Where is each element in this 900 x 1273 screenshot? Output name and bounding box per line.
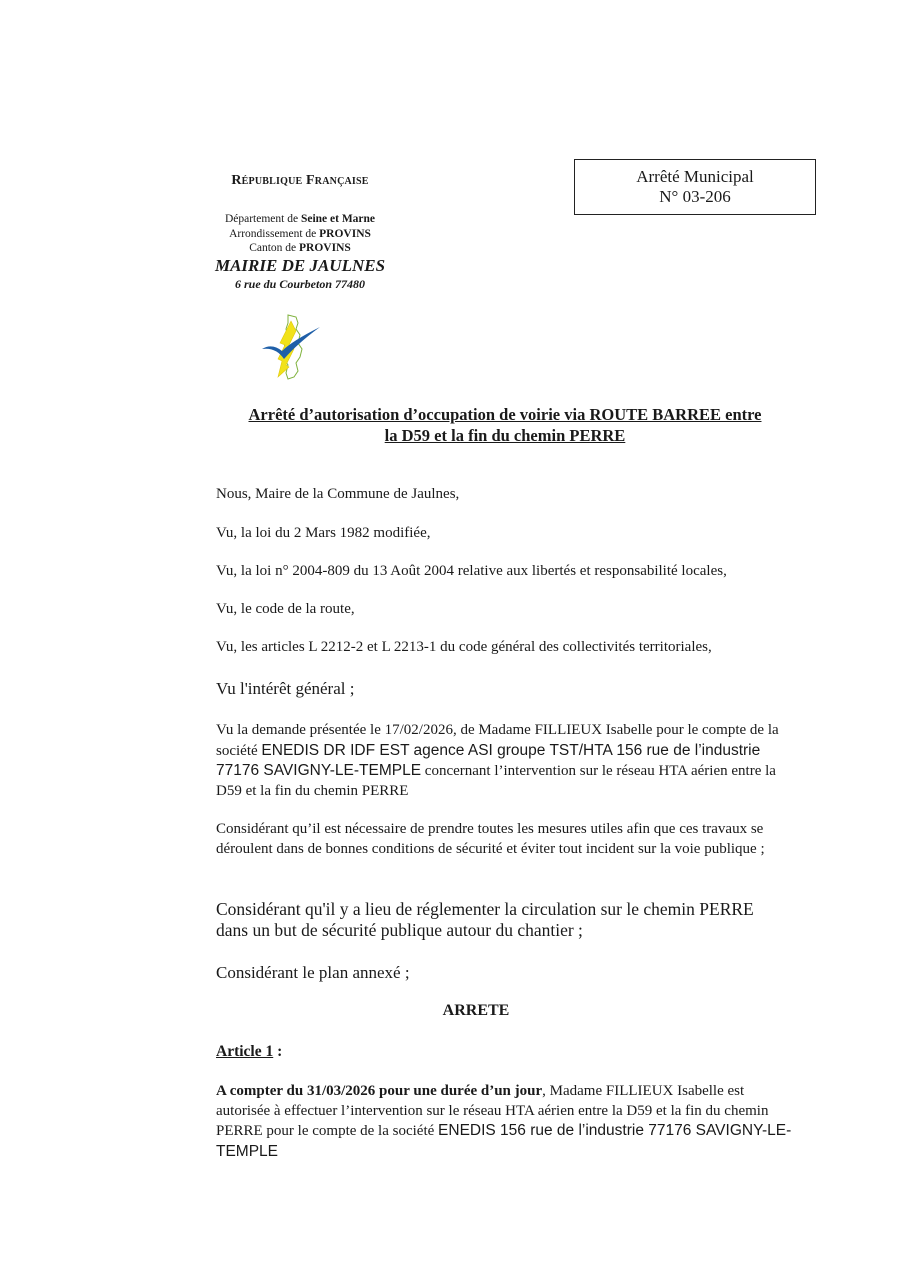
paragraph-vu-code-route: Vu, le code de la route, (216, 601, 355, 617)
title-line-1: Arrêté d’autorisation d’occupation de voirie via ROUTE BARREE entre (248, 405, 762, 424)
paragraph-demande: Vu la demande présentée le 17/02/2026, de Madame FILLIEUX Isabelle pour le compte de la société ENEDIS DR IDF EST agence ASI groupe TST/HTA 156 rue de l’industrie 77176 SAVIGNY-LE-TEMPLE concernant l’intervention sur le réseau HTA aérien entre la D59 et la fin du chemin PERRE (216, 722, 779, 799)
mairie-address: 6 rue du Courbeton 77480 (234, 277, 366, 291)
departement-line: Département de Seine et Marne (224, 213, 376, 225)
paragraph-nous: Nous, Maire de la Commune de Jaulnes, (216, 486, 460, 502)
arrondissement-line: Arrondissement de PROVINS (229, 227, 371, 240)
document-title (180, 404, 830, 446)
map-seine-et-marne-logo-icon (258, 313, 324, 381)
paragraph-considerant-mesures: Considérant qu’il est nécessaire de prendre toutes les mesures utiles afin que ces travaux se déroulent dans de bonnes conditions de sécurité et éviter tout incident sur la voie publique ; (216, 821, 765, 857)
department-block (185, 212, 415, 256)
paragraph-vu-interet: Vu l'intérêt général ; (216, 679, 355, 698)
arrete-number-box (574, 159, 816, 215)
canton-line: Canton de PROVINS (249, 242, 351, 254)
paragraph-vu-articles: Vu, les articles L 2212-2 et L 2213-1 du code général des collectivités territoriales, (216, 639, 712, 655)
mairie-name: MAIRIE DE JAULNES (214, 256, 386, 275)
paragraph-considerant-circulation: Considérant qu'il y a lieu de réglementer la circulation sur le chemin PERRE dans un but de sécurité publique autour du chantier ; (216, 899, 754, 940)
title-line-2: la D59 et la fin du chemin PERRE (384, 426, 626, 445)
arrete-heading: ARRETE (442, 1002, 510, 1019)
republique-heading: République Française (231, 173, 369, 188)
paragraph-article-1: A compter du 31/03/2026 pour une durée d’un jour, Madame FILLIEUX Isabelle est autorisée à effectuer l’intervention sur le réseau HTA aérien entre la D59 et la fin du chemin PERRE pour le compte de la société ENEDIS 156 rue de l’industrie 77176 SAVIGNY-LE-TEMPLE (216, 1083, 792, 1160)
article-1-label: Article 1 : (216, 1043, 283, 1060)
paragraph-vu-loi-1982: Vu, la loi du 2 Mars 1982 modifiée, (216, 525, 431, 541)
paragraph-considerant-plan: Considérant le plan annexé ; (216, 963, 410, 982)
arrete-number: N° 03-206 (659, 187, 731, 206)
arrete-type: Arrêté Municipal (636, 167, 754, 186)
paragraph-vu-loi-2004: Vu, la loi n° 2004-809 du 13 Août 2004 relative aux libertés et responsabilité locales, (216, 563, 727, 579)
